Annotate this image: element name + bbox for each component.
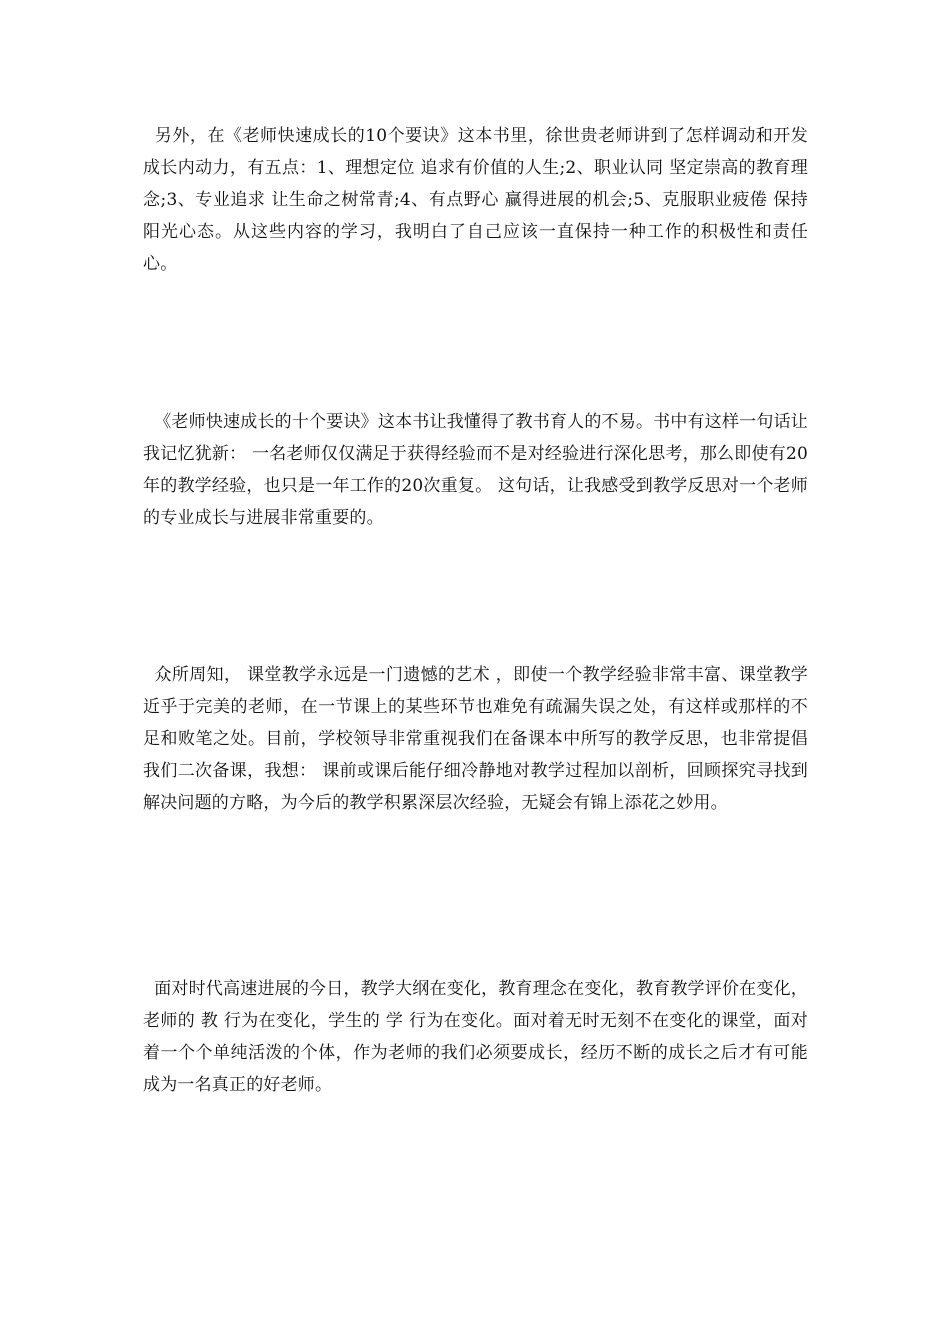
paragraph-motivation: 另外，在《老师快速成长的10个要诀》这本书里，徐世贵老师讲到了怎样调动和开发成长内动力，有五点：1、理想定位 追求有价值的人生;2、职业认同 坚定崇高的教育理念;3、专业追求 让生命之树常青;4、有点野心 赢得进展的机会;5、克服职业疲倦 保持阳光心态。从这些内容的学习，我明白了自己应该一直保持一种工作的积极性和责任心。: [143, 126, 808, 274]
paragraph-growth: 面对时代高速进展的今日，教学大纲在变化，教育理念在变化，教育教学评价在变化，老师的 教 行为在变化，学生的 学 行为在变化。面对着无时无刻不在变化的课堂，面对着一个个单纯活泼的个体，作为老师的我们必须要成长，经历不断的成长之后才有可能成为一名真正的好老师。: [143, 979, 808, 1095]
paragraph-reflection: 《老师快速成长的十个要诀》这本书让我懂得了教书育人的不易。书中有这样一句话让我记忆犹新： 一名老师仅仅满足于获得经验而不是对经验进行深化思考，那么即使有20年的教学经验，也只是一年工作的20次重复。 这句话，让我感受到教学反思对一个老师的专业成长与进展非常重要的。: [143, 412, 808, 528]
paragraph-classroom: 众所周知， 课堂教学永远是一门遗憾的艺术 ，即使一个教学经验非常丰富、课堂教学近乎于完美的老师，在一节课上的某些环节也难免有疏漏失误之处，有这样或那样的不足和败笔之处。目前，学校领导非常重视我们在备课本中所写的教学反思，也非常提倡我们二次备课，我想： 课前或课后能仔细冷静地对教学过程加以剖析，回顾探究寻找到解决问题的方略，为今后的教学积累深层次经验，无疑会有锦上添花之妙用。: [143, 665, 809, 813]
